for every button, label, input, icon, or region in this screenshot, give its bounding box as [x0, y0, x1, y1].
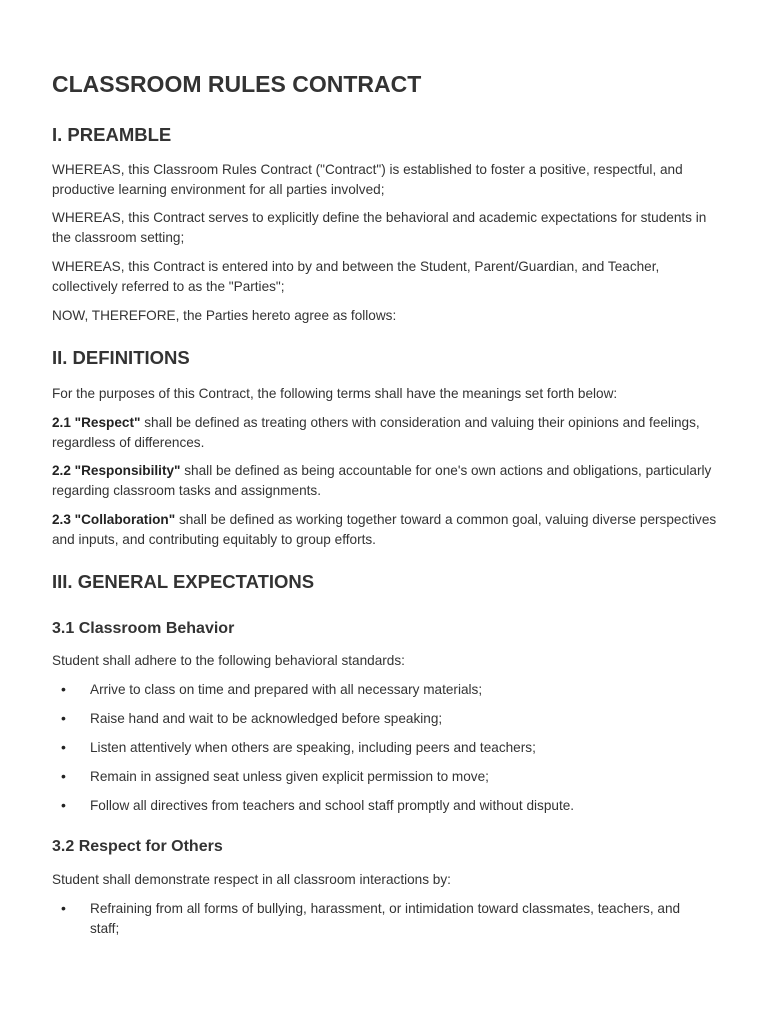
definition-term: 2.3 "Collaboration"	[52, 512, 176, 527]
definitions-heading: II. DEFINITIONS	[52, 347, 190, 368]
behavior-subheading: 3.1 Classroom Behavior	[52, 620, 235, 637]
preamble-paragraph: NOW, THEREFORE, the Parties hereto agree as follows:	[52, 308, 397, 323]
bullet-icon: •	[61, 739, 66, 755]
list-item-text: Follow all directives from teachers and school staff promptly and without dispute.	[90, 798, 575, 813]
respect-intro: Student shall demonstrate respect in all classroom interactions by:	[52, 872, 451, 887]
expectations-heading: III. GENERAL EXPECTATIONS	[52, 571, 315, 592]
preamble-paragraph: WHEREAS, this Contract is entered into by and between the Student, Parent/Guardian, and Teacher, collectively referred to as the "Parties";	[52, 259, 660, 294]
definition-text: shall be defined as treating others with consideration and valuing their opinions and feelings, regardless of differences.	[52, 415, 700, 450]
bullet-icon: •	[61, 797, 66, 813]
behavior-intro: Student shall adhere to the following behavioral standards:	[52, 653, 405, 668]
list-item-text: Arrive to class on time and prepared with all necessary materials;	[90, 682, 483, 697]
definition-text: shall be defined as being accountable for one's own actions and obligations, particularly regarding classroom tasks and assignments.	[52, 463, 712, 498]
definitions-intro: For the purposes of this Contract, the following terms shall have the meanings set forth below:	[52, 386, 618, 401]
definition-term: 2.1 "Respect"	[52, 415, 141, 430]
list-item-text: Raise hand and wait to be acknowledged before speaking;	[90, 711, 443, 726]
preamble-paragraph: WHEREAS, this Contract serves to explicitly define the behavioral and academic expectations for students in the classroom setting;	[52, 210, 707, 245]
respect-subheading: 3.2 Respect for Others	[52, 838, 223, 855]
bullet-icon: •	[61, 768, 66, 784]
definition-text: shall be defined as working together toward a common goal, valuing diverse perspectives and inputs, and contributing equitably to group efforts.	[52, 512, 717, 547]
definition-item	[52, 510, 728, 549]
definition-term: 2.2 "Responsibility"	[52, 463, 181, 478]
bullet-icon: •	[61, 710, 66, 726]
list-item-text: Remain in assigned seat unless given explicit permission to move;	[90, 769, 489, 784]
bullet-icon: •	[61, 681, 66, 697]
definition-item	[52, 461, 728, 500]
bullet-icon: •	[61, 900, 66, 916]
preamble-paragraph: WHEREAS, this Classroom Rules Contract ("Contract") is established to foster a positive, respectful, and productive learning environment for all parties involved;	[52, 162, 683, 197]
list-item-text: Refraining from all forms of bullying, harassment, or intimidation toward classmates, teachers, and staff;	[90, 901, 681, 936]
document-title: CLASSROOM RULES CONTRACT	[52, 71, 422, 97]
preamble-heading: I. PREAMBLE	[52, 124, 172, 145]
list-item-text: Listen attentively when others are speaking, including peers and teachers;	[90, 740, 536, 755]
definition-item	[52, 413, 728, 452]
